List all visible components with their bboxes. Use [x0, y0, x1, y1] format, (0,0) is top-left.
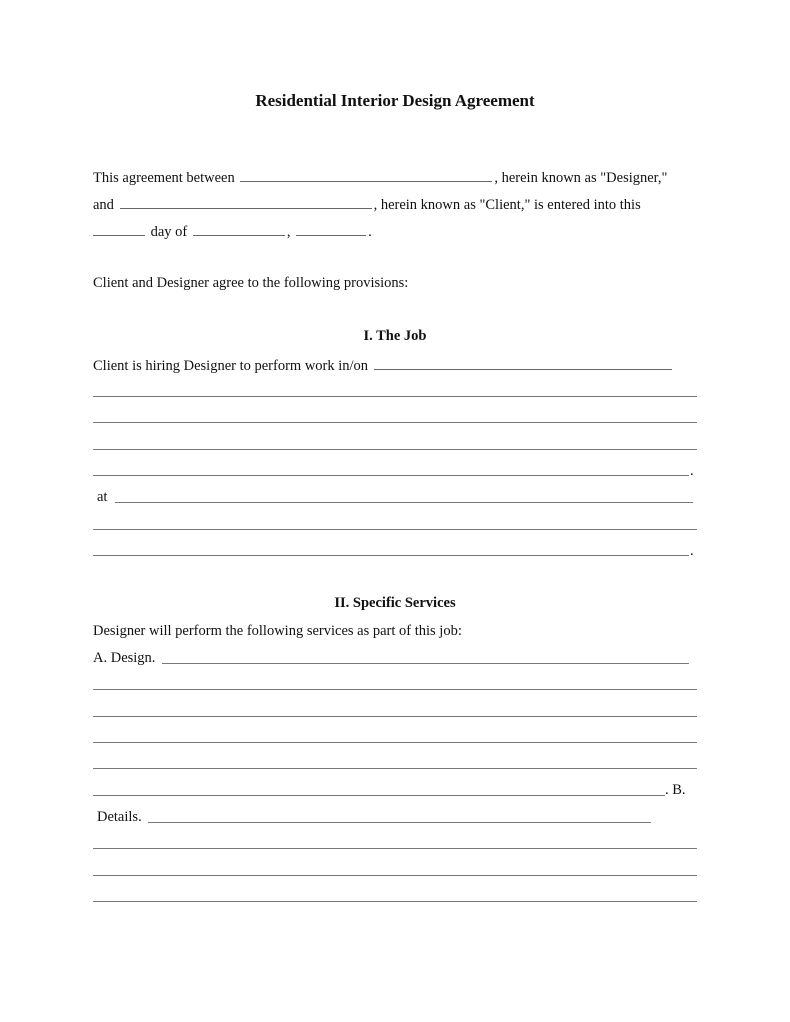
intro-line-2 — [93, 194, 641, 214]
intro-line-2-prefix: and — [93, 197, 114, 213]
intro-line-2-suffix: , herein known as "Client," is entered into this — [373, 197, 641, 213]
day-field[interactable] — [93, 221, 145, 236]
design-line-6[interactable] — [93, 795, 665, 796]
design-line-1[interactable] — [162, 663, 689, 664]
job-description-line-2[interactable] — [93, 422, 697, 423]
design-line-2[interactable] — [93, 689, 697, 690]
b-label: . B. — [665, 782, 686, 798]
date-period: . — [368, 224, 372, 240]
work-prompt-label: Client is hiring Designer to perform work in/on — [93, 358, 369, 374]
designer-name-field[interactable] — [240, 167, 492, 182]
at-location-line-3[interactable] — [93, 555, 689, 556]
details-line-2[interactable] — [93, 848, 697, 849]
day-of-label: day of — [150, 224, 188, 240]
at-location-line-1[interactable] — [115, 502, 693, 503]
client-name-field[interactable] — [120, 194, 372, 209]
intro-line-1-suffix: , herein known as "Designer," — [494, 170, 668, 186]
services-intro: Designer will perform the following services as part of this job: — [93, 623, 462, 639]
job-description-period: . — [690, 463, 694, 479]
at-location-period: . — [690, 543, 694, 559]
design-line-4[interactable] — [93, 742, 697, 743]
work-prompt-line — [93, 355, 674, 375]
work-location-field[interactable] — [374, 355, 672, 370]
job-description-line-1[interactable] — [93, 396, 697, 397]
design-line-5[interactable] — [93, 768, 697, 769]
at-label: at — [97, 489, 108, 505]
at-location-line-2[interactable] — [93, 529, 697, 530]
details-line-1[interactable] — [148, 822, 651, 823]
date-comma: , — [286, 224, 291, 240]
design-line-3[interactable] — [93, 716, 697, 717]
job-description-line-3[interactable] — [93, 449, 697, 450]
details-line-4[interactable] — [93, 901, 697, 902]
provisions-intro: Client and Designer agree to the following provisions: — [93, 275, 409, 291]
intro-line-3 — [93, 221, 372, 241]
details-label: Details. — [97, 809, 142, 825]
month-field[interactable] — [193, 221, 285, 236]
section-1-heading: I. The Job — [363, 328, 427, 344]
intro-line-1 — [93, 167, 667, 187]
section-2-heading: II. Specific Services — [334, 595, 456, 611]
design-label: A. Design. — [93, 650, 156, 666]
document-title: Residential Interior Design Agreement — [255, 91, 535, 110]
job-description-line-4[interactable] — [93, 475, 689, 476]
details-line-3[interactable] — [93, 875, 697, 876]
year-field[interactable] — [296, 221, 366, 236]
intro-line-1-prefix: This agreement between — [93, 170, 235, 186]
